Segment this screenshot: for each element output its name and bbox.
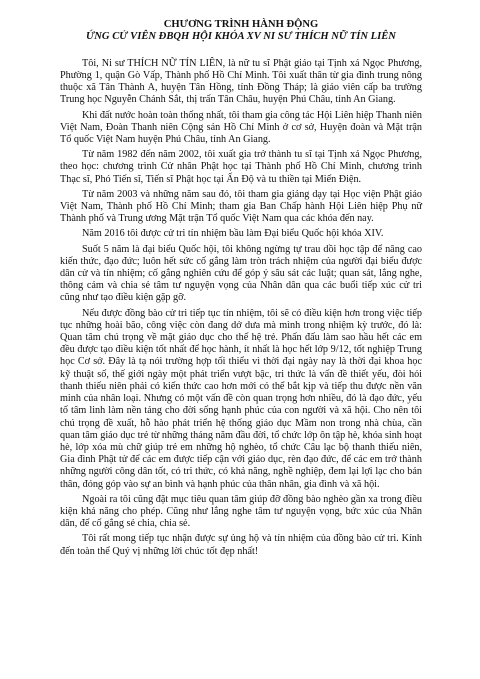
paragraph-poverty-support: Ngoài ra tôi cũng đặt mục tiêu quan tâm giúp đỡ đồng bào nghèo gần xa trong điều kiện khả năng cho phép. Cũng như lắng nghe tâm tư nguyện vọng, bức xúc của Nhân dân, để cố gắng sẻ chia, chia sẻ. [60,493,422,530]
paragraph-introduction: Tôi, Ni sư THÍCH NỮ TÍN LIÊN, là nữ tu sĩ Phật giáo tại Tịnh xá Ngọc Phương, Phường 1, quận Gò Vấp, Thành phố Hồ Chí Minh. Tôi xuất thân từ gia đình trung nông thuộc xã Tân Thành A, huyện Tân Hồng, tỉnh Đồng Tháp; là giáo viên cấp ba trường Trung học Nguyễn Chánh Sắt, thị trấn Tân Châu, huyện Phú Châu, tỉnh An Giang. [60,57,422,106]
document-title: CHƯƠNG TRÌNH HÀNH ĐỘNG [163,19,319,30]
paragraph-youth-work: Khi đất nước hoàn toàn thống nhất, tôi tham gia công tác Hội Liên hiệp Thanh niên Việt Nam, Đoàn Thanh niên Cộng sản Hồ Chí Minh ở cơ sở, Huyện đoàn và Mặt trận Tổ quốc Việt Nam huyện Phú Châu, tỉnh An Giang. [60,109,422,146]
paragraph-election-2016: Năm 2016 tôi được cử tri tín nhiệm bầu làm Đại biểu Quốc hội khóa XIV. [82,228,384,240]
paragraph-closing: Tôi rất mong tiếp tục nhận được sự ủng hộ và tín nhiệm của đồng bào cử tri. Kính đến toàn thể Quý vị những lời chúc tốt đẹp nhất! [60,533,422,557]
paragraph-term-review: Suốt 5 năm là đại biểu Quốc hội, tôi không ngừng tự trau dồi học tập để nâng cao kiến thức, đạo đức; luôn hết sức cố gắng làm tròn trách nhiệm của người đại biểu được dân cử và tín nhiệm; cố gắng nghiên cứu để góp ý sâu sát các luật; quan sát, lắng nghe, thông cảm và chia sẻ tâm tư nguyện vọng của Nhân dân qua các buổi tiếp xúc cử tri cũng như tạo điều kiện gặp gỡ. [60,243,422,304]
paragraph-ordination: Từ năm 1982 đến năm 2002, tôi xuất gia trở thành tu sĩ tại Tịnh xá Ngọc Phương, theo học: chương trình Cử nhân Phật học tại Thành phố Hồ Chí Minh, chương trình Thạc sĩ, Phó Tiến sĩ, Tiến sĩ Phật học tại Ấn Độ và tu thiền tại Miến Điện. [60,149,422,185]
paragraph-teaching: Từ năm 2003 và những năm sau đó, tôi tham gia giảng dạy tại Học viện Phật giáo Việt Nam, Thành phố Hồ Chí Minh; tham gia Ban Chấp hành Hội Liên hiệp Phụ nữ Thành phố và Trung ương Mặt trận Tổ quốc Việt Nam qua các khóa đến nay. [60,188,422,225]
document-subtitle: ỨNG CỬ VIÊN ĐBQH HỘI KHÓA XV NI SƯ THÍCH NỮ TÍN LIÊN [86,31,396,43]
paragraph-education-plan: Nếu được đồng bào cử tri tiếp tục tín nhiệm, tôi sẽ có điều kiện hơn trong việc tiếp tục những hoài bão, công việc còn đang dở dưa mà mình trong nhiệm kỳ trước, đó là: Quan tâm chú trọng về mặt giáo dục cho thế hệ trẻ. Phấn đấu làm sao hầu hết các em đều được tạo điều kiện tốt nhất để học hành, ít nhất là học hết lớp 9/12, tốt nghiệp Trung học Cơ sở. Đây là tạ nói trường hợp tối thiểu vì thời đại ngày nay là thời đại khoa học kỹ thuật số, thế giới ngày một phát triển vượt bậc, tri thức là vấn đề thiết yếu, đòi hỏi thanh thiếu niên phải có kiến thức cao hơn mới có thể bắt kịp và tiếp thu được nền văn minh của nhân loại. Nhưng có một vấn đề còn quan trọng hơn nhiều, đó là đạo đức, yếu tố tâm linh làm nền tảng cho đời sống hạnh phúc của con người và xã hội. Cho nên tôi chú trọng đề xuất, hỗ hào phát triển hệ thống giáo dục Mầm non trong nhà chùa, cần quan tâm giáo dục trẻ từ những tháng năm đầu đời, tổ chức lớp ôn tập hè, khóa sinh hoạt hè, lớp xóa mù chữ giúp trẻ em những hộ nghèo, tổ chức Câu lạc bộ thanh thiếu niên, Gia đình Phật tử để các em được tiếp cận với giáo dục, rèn đạo đức, để các em trở thành những người công dân tốt, có tri thức, có khả năng, nghề nghiệp, đem lại lợi lạc cho bản thân, đóng góp vào sự an bình và hạnh phúc của thân nhân, gia đình và xã hội. [60,307,422,490]
